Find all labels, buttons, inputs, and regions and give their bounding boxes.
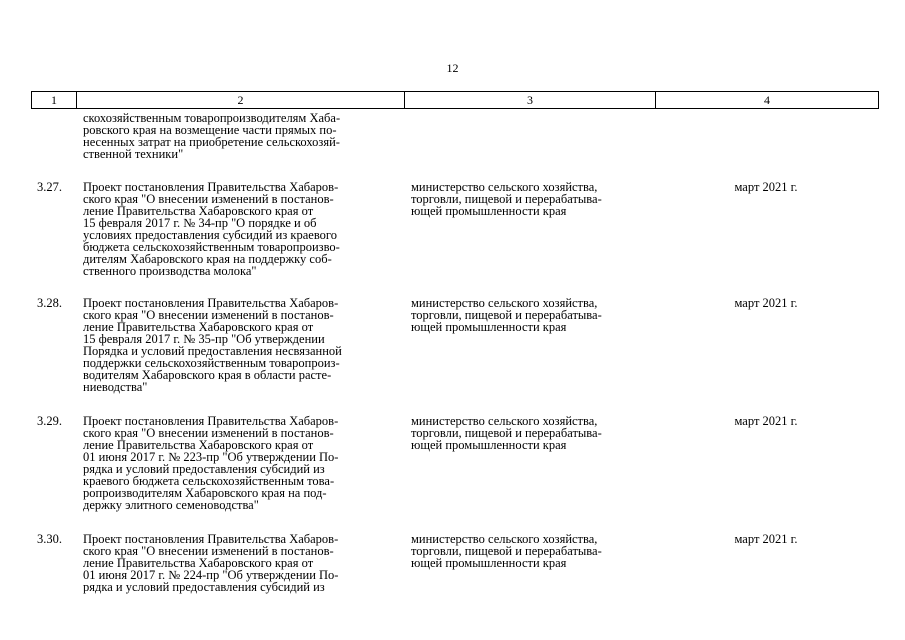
description-line: дителям Хабаровского края на поддержку соб- <box>83 252 332 266</box>
description-line: 15 февраля 2017 г. № 34-пр "О порядке и об <box>83 216 317 230</box>
row-due-date: март 2021 г. <box>734 180 798 194</box>
responsible-line: ющей промышленности края <box>411 320 567 334</box>
description-line: рядка и условий предоставления субсидий из <box>83 462 325 476</box>
row-number: 3.29. <box>37 414 62 428</box>
responsible-line: торговли, пищевой и перерабатыва- <box>411 426 602 440</box>
description-line: ского края "О внесении изменений в постанов- <box>83 308 334 322</box>
description-line: ского края "О внесении изменений в постанов- <box>83 192 334 206</box>
description-line: Проект постановления Правительства Хабаров- <box>83 532 339 546</box>
description-line: ление Правительства Хабаровского края от <box>83 556 314 570</box>
description-line: бюджета сельскохозяйственным товаропроизво- <box>83 240 340 254</box>
description-line: держку элитного семеноводства" <box>83 498 259 512</box>
description-line: условиях предоставления субсидий из краевого <box>83 228 337 242</box>
description-line: ственного производства молока" <box>83 264 257 278</box>
description-line: ление Правительства Хабаровского края от <box>83 438 314 452</box>
responsible-line: торговли, пищевой и перерабатыва- <box>411 544 602 558</box>
column-header-1: 1 <box>32 92 77 109</box>
row-description <box>83 415 403 511</box>
description-line: Проект постановления Правительства Хабаров- <box>83 414 339 428</box>
description-line: ление Правительства Хабаровского края от <box>83 320 314 334</box>
row-number: 3.27. <box>37 180 62 194</box>
description-line: краевого бюджета сельскохозяйственным това- <box>83 474 335 488</box>
row-description <box>83 181 403 277</box>
description-line: поддержки сельскохозяйственным товаропроиз- <box>83 356 340 370</box>
responsible-line: ющей промышленности края <box>411 204 567 218</box>
page-number: 12 <box>446 61 459 75</box>
description-line: ственной техники" <box>83 147 184 161</box>
description-line: ровского края на возмещение части прямых по- <box>83 123 337 137</box>
description-line: водителям Хабаровского края в области расте- <box>83 368 332 382</box>
table-header <box>31 91 879 109</box>
description-line: ского края "О внесении изменений в постанов- <box>83 544 334 558</box>
row-responsible <box>411 181 651 217</box>
row-due-date: март 2021 г. <box>734 532 798 546</box>
responsible-line: министерство сельского хозяйства, <box>411 414 598 428</box>
row-responsible <box>411 533 651 569</box>
row-responsible <box>411 297 651 333</box>
description-line: 15 февраля 2017 г. № 35-пр "Об утверждении <box>83 332 325 346</box>
description-line: рядка и условий предоставления субсидий из <box>83 580 325 594</box>
row-description <box>83 297 403 393</box>
column-header-4: 4 <box>656 92 879 109</box>
row-description <box>83 533 403 593</box>
description-line: несенных затрат на приобретение сельскохозяй- <box>83 135 340 149</box>
description-line: Проект постановления Правительства Хабаров- <box>83 296 339 310</box>
description-line: скохозяйственным товаропроизводителям Хаба- <box>83 111 341 125</box>
description-line: 01 июня 2017 г. № 224-пр "Об утверждении По- <box>83 568 339 582</box>
responsible-line: министерство сельского хозяйства, <box>411 296 598 310</box>
description-line: Порядка и условий предоставления несвязанной <box>83 344 342 358</box>
row-due-date: март 2021 г. <box>734 296 798 310</box>
row-responsible <box>411 415 651 451</box>
description-line: ропроизводителям Хабаровского края на под- <box>83 486 327 500</box>
responsible-line: ющей промышленности края <box>411 438 567 452</box>
row-due-date: март 2021 г. <box>734 414 798 428</box>
responsible-line: торговли, пищевой и перерабатыва- <box>411 308 602 322</box>
row-number: 3.28. <box>37 296 62 310</box>
description-line: 01 июня 2017 г. № 223-пр "Об утверждении По- <box>83 450 339 464</box>
responsible-line: ющей промышленности края <box>411 556 567 570</box>
responsible-line: министерство сельского хозяйства, <box>411 532 598 546</box>
continuation-description <box>83 112 403 160</box>
column-header-2: 2 <box>77 92 405 109</box>
column-header-3: 3 <box>405 92 656 109</box>
description-line: Проект постановления Правительства Хабаров- <box>83 180 339 194</box>
row-number: 3.30. <box>37 532 62 546</box>
description-line: ление Правительства Хабаровского края от <box>83 204 314 218</box>
responsible-line: торговли, пищевой и перерабатыва- <box>411 192 602 206</box>
description-line: ского края "О внесении изменений в постанов- <box>83 426 334 440</box>
description-line: ниеводства" <box>83 380 148 394</box>
responsible-line: министерство сельского хозяйства, <box>411 180 598 194</box>
